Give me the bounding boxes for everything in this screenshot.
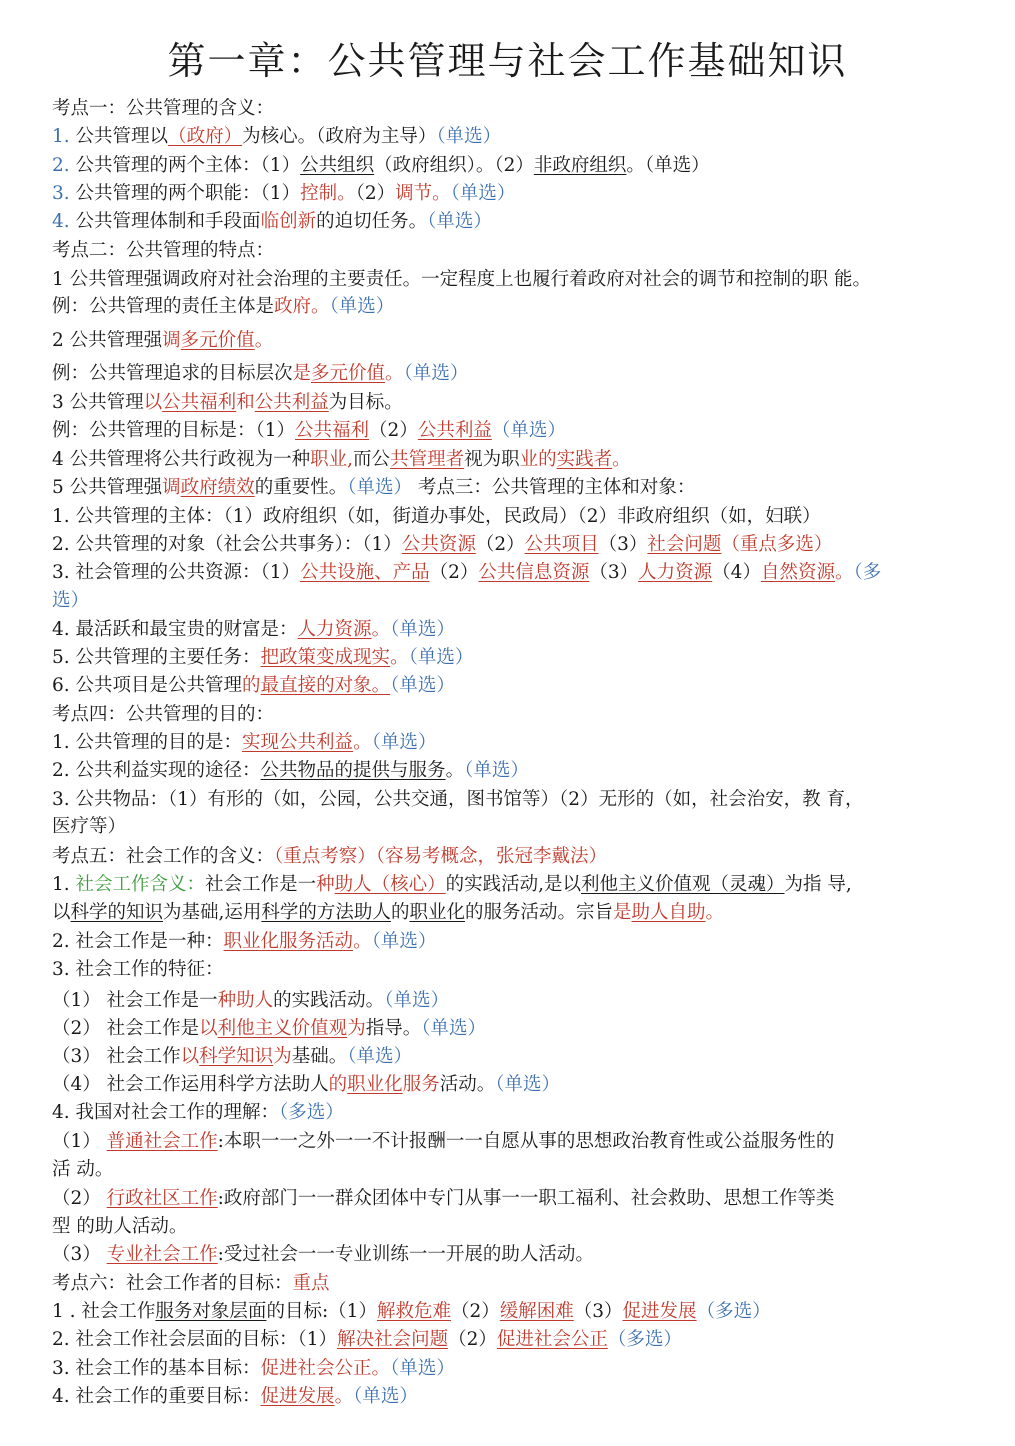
text-segment: 为目标。	[328, 392, 403, 413]
text-segment: （单选）	[371, 732, 437, 753]
text-line	[52, 1186, 834, 1212]
text-segment: 为基础,运用	[163, 902, 262, 923]
text-segment: 政府绩效	[180, 477, 255, 498]
text-segment: 3.	[52, 183, 76, 204]
text-segment: 考点六：社会工作者的目标：	[52, 1273, 293, 1294]
text-segment: 例：公共管理的目标是：（1）	[52, 420, 296, 441]
text-segment: （单选）	[427, 211, 492, 232]
text-segment: 考点五：社会工作的含义：	[52, 846, 275, 867]
text-segment: 1.	[52, 874, 76, 895]
text-line	[52, 1384, 418, 1410]
text-segment: 1. 公共管理的目的是：	[52, 732, 243, 753]
text-segment: 行政社区工作	[106, 1188, 218, 1209]
text-segment: 调	[162, 477, 181, 498]
text-line	[52, 1072, 560, 1098]
text-segment: 例：公共管理的责任主体是	[52, 296, 275, 317]
text-segment: （2）	[450, 1301, 500, 1322]
text-segment: 而公	[353, 449, 391, 470]
text-segment: 公共利益	[417, 420, 492, 441]
text-segment: 是	[612, 902, 632, 923]
text-line	[52, 1356, 455, 1382]
text-segment: 。	[254, 330, 274, 351]
text-segment: （单选）	[403, 363, 469, 384]
text-line	[52, 844, 607, 870]
text-segment: 调节。	[395, 183, 451, 204]
text-segment: 普通社会工作	[106, 1131, 218, 1152]
text-line	[52, 238, 274, 264]
text-segment: :本职一一之外一一不计报酬一一自愿从事的思想政治教育性或公益服务性的	[217, 1131, 835, 1152]
text-segment: （单选）	[384, 990, 449, 1011]
text-segment: 以	[52, 902, 71, 923]
text-segment: 公共设施、产品	[300, 562, 430, 583]
text-segment: （3）	[589, 562, 639, 583]
text-segment: 以	[180, 1046, 200, 1067]
text-segment: 利他主义价值观（灵魂）	[581, 874, 785, 895]
text-segment: 2.	[52, 155, 76, 176]
text-segment: 4.	[52, 211, 76, 232]
text-segment: 考点一：公共管理的含义：	[52, 98, 275, 119]
text-line	[52, 153, 710, 179]
text-segment: 的	[328, 1074, 348, 1095]
text-segment: 多元价值	[311, 363, 386, 384]
text-segment: 4. 最活跃和最宝贵的财富是：	[52, 619, 298, 640]
text-line	[52, 617, 455, 643]
text-segment: （4） 社会工作运用科学方法助人	[52, 1074, 329, 1095]
text-line	[52, 929, 436, 955]
text-segment: 5. 公共管理的主要任务：	[52, 647, 261, 668]
text-line	[52, 504, 821, 530]
text-segment: 的实践活动,是以	[445, 874, 581, 895]
text-segment: （单选）	[464, 760, 529, 781]
text-segment: 职业,	[310, 449, 354, 470]
text-segment: （重点多选）	[721, 534, 833, 555]
text-segment: 是	[292, 363, 312, 384]
text-segment: 。	[390, 647, 409, 668]
text-segment: 考点四：公共管理的目的：	[52, 704, 275, 725]
text-segment: 职业化	[347, 1074, 403, 1095]
text-segment: 调	[162, 330, 181, 351]
text-segment: （单选）	[347, 1046, 412, 1067]
text-segment: 非政府组织	[533, 155, 627, 176]
text-segment: （单选）	[347, 477, 412, 498]
text-segment: （3）	[573, 1301, 623, 1322]
text-segment: 考点三：公共管理的主体和对象：	[411, 477, 696, 498]
text-segment: 的迫切任务。	[316, 211, 428, 232]
text-segment: 社会工作含义：	[75, 874, 206, 895]
text-segment: （3） 社会工作	[52, 1046, 181, 1067]
text-segment: 促进社会公正	[496, 1329, 608, 1350]
text-segment: （多选）	[279, 1102, 344, 1123]
text-segment: 。	[385, 363, 404, 384]
text-line	[52, 361, 468, 387]
text-segment: 3. 社会管理的公共资源：（1）	[52, 562, 301, 583]
text-segment: 公共管理的两个主体：（1）	[75, 155, 301, 176]
text-segment: （多选）	[607, 1329, 682, 1350]
text-segment: 3 公共管理	[52, 392, 144, 413]
text-line	[52, 673, 455, 699]
text-segment: 实践者	[556, 449, 613, 470]
text-line	[52, 1271, 330, 1297]
text-segment: 的目标:（1）	[266, 1301, 377, 1322]
text-segment: 4 公共管理将公共行政视为一种	[52, 449, 311, 470]
text-line	[52, 475, 695, 501]
text-segment: 。	[353, 931, 372, 952]
text-segment: （1）	[52, 1131, 107, 1152]
text-line	[52, 957, 224, 983]
text-segment: 2. 公共利益实现的途径：	[52, 760, 261, 781]
text-segment: 共管理者	[390, 449, 465, 470]
text-segment: 5 公共管理强	[52, 477, 163, 498]
text-line	[52, 1214, 187, 1240]
text-segment: （单选）	[408, 647, 474, 668]
text-segment: 2. 公共管理的对象（社会公共事务）：（1）	[52, 534, 402, 555]
text-line	[52, 447, 631, 473]
text-line	[52, 730, 436, 756]
text-segment: 人力资源	[297, 619, 372, 640]
text-segment: 和	[236, 392, 255, 413]
text-segment: 公共利益	[254, 392, 329, 413]
text-segment: 促进发展	[622, 1301, 697, 1322]
text-segment: （单选）	[450, 183, 516, 204]
text-line	[52, 209, 492, 235]
text-segment: 种	[316, 874, 335, 895]
text-segment: 。	[371, 619, 391, 640]
text-segment: 公共管理的两个职能：（1）	[75, 183, 301, 204]
text-segment: 控制。	[300, 183, 356, 204]
text-segment: 2 公共管理强	[52, 330, 163, 351]
text-segment: （3）	[52, 1244, 107, 1265]
text-line	[52, 814, 126, 840]
text-segment: 多元价值	[180, 330, 255, 351]
text-segment: 。	[334, 1386, 354, 1407]
text-segment: （单选）	[421, 1018, 486, 1039]
text-segment: :受过社会一一专业训练一一开展的助人活动。	[217, 1244, 594, 1265]
text-segment: 以	[199, 1018, 218, 1039]
text-segment: 2. 社会工作社会层面的目标：（1）	[52, 1329, 338, 1350]
text-line	[52, 124, 501, 150]
text-segment: 活动。	[439, 1074, 496, 1095]
text-segment: 3. 公共物品：（1）有形的（如，公园，公共交通，图书馆等）（2）无形的（如，社会治安，教 育，	[52, 789, 864, 810]
text-segment: :政府部门一一群众团体中专门从事一一职工福利、社会救助、思想工作等类	[217, 1188, 835, 1209]
text-line	[52, 418, 566, 444]
text-segment: 专业社会工作	[106, 1244, 218, 1265]
text-segment: 的	[242, 675, 261, 696]
text-line	[52, 267, 871, 293]
text-line	[52, 328, 273, 354]
text-segment: 职业化	[409, 902, 465, 923]
text-segment: 公共物品的提供与服务	[260, 760, 446, 781]
text-segment: 的	[390, 902, 410, 923]
text-segment: 为	[273, 1046, 292, 1067]
text-segment: 解救危难	[376, 1301, 451, 1322]
text-segment: 社会工作是一	[205, 874, 317, 895]
text-line	[52, 1157, 113, 1183]
text-segment: （4）	[712, 562, 761, 583]
text-segment: 为	[347, 1018, 366, 1039]
text-line	[52, 1242, 594, 1268]
text-segment: 1.	[52, 126, 76, 147]
text-segment: （单选）	[495, 1074, 560, 1095]
text-segment: （多	[853, 562, 882, 583]
text-segment: （单选）	[329, 296, 395, 317]
text-line	[52, 758, 529, 784]
text-segment: 科学的方法助人	[261, 902, 391, 923]
text-segment: （2）	[355, 183, 396, 204]
text-segment: 为指 导,	[784, 874, 852, 895]
text-segment: 助人（核心）	[334, 874, 446, 895]
text-segment: 。	[705, 902, 725, 923]
text-segment: 的重要性。	[254, 477, 348, 498]
text-segment: 活 动。	[52, 1159, 114, 1180]
text-segment: 基础。	[291, 1046, 348, 1067]
text-segment: 助人自助	[631, 902, 706, 923]
text-segment: 型 的助人活动。	[52, 1216, 188, 1237]
text-line	[52, 645, 473, 671]
text-segment: （2）	[429, 562, 479, 583]
text-segment: 的实践活动。	[273, 990, 385, 1011]
text-segment: 1 . 社会工作	[52, 1301, 156, 1322]
text-segment: 指导。	[365, 1018, 422, 1039]
text-segment: （单选）	[353, 1386, 418, 1407]
text-line	[52, 181, 515, 207]
text-line	[52, 702, 274, 728]
text-segment: 职业化服务活动	[223, 931, 354, 952]
text-segment: 的服务活动。宗旨	[464, 902, 613, 923]
text-line	[52, 560, 881, 586]
text-segment: （政府）	[168, 126, 243, 147]
text-line	[52, 988, 449, 1014]
text-segment: （单选）	[390, 619, 455, 640]
text-line	[52, 1016, 486, 1042]
text-segment: （单选）	[371, 931, 437, 952]
text-segment: 4. 我国对社会工作的理解：	[52, 1102, 280, 1123]
text-segment: 缓解困难	[499, 1301, 574, 1322]
text-segment: 3. 社会工作的基本目标：	[52, 1358, 261, 1379]
text-segment: 3. 社会工作的特征：	[52, 959, 224, 980]
text-segment: （重点考察）（容易考概念，张冠李戴法）	[274, 846, 608, 867]
text-segment: （单选）	[491, 420, 566, 441]
text-segment: 实现公共利益	[242, 732, 354, 753]
text-line	[52, 1299, 771, 1325]
text-line	[52, 787, 863, 813]
text-line	[52, 1327, 682, 1353]
text-segment: 公共管理体制和手段面	[75, 211, 261, 232]
text-segment: （多选）	[696, 1301, 771, 1322]
text-segment: 2. 社会工作是一种：	[52, 931, 224, 952]
text-segment: 服务	[402, 1074, 440, 1095]
text-segment: 临创新	[260, 211, 317, 232]
text-segment: 把政策变成现实	[260, 647, 391, 668]
text-line	[52, 532, 832, 558]
text-segment: （1） 社会工作是一	[52, 990, 218, 1011]
text-line	[52, 588, 89, 614]
text-segment: （2）	[369, 420, 418, 441]
text-segment: （单选）	[436, 126, 502, 147]
text-segment: 解决社会问题	[337, 1329, 449, 1350]
text-segment: 为核心。（政府为主导）	[242, 126, 437, 147]
text-segment: 以	[143, 392, 163, 413]
text-segment: 6. 公共项目是公共管理	[52, 675, 243, 696]
text-line	[52, 294, 394, 320]
text-segment: （2） 社会工作是	[52, 1018, 200, 1039]
text-segment: 公共福利	[162, 392, 237, 413]
text-segment: （2）	[52, 1188, 107, 1209]
text-segment: 种助人	[217, 990, 274, 1011]
text-segment: 4. 社会工作的重要目标：	[52, 1386, 261, 1407]
text-segment: 公共信息资源	[478, 562, 590, 583]
text-segment: 促进社会公正。	[260, 1358, 391, 1379]
text-segment: 公共管理以	[75, 126, 169, 147]
text-segment: 1. 公共管理的主体：（1）政府组织（如，街道办事处，民政局）（2）非政府组织（如，妇联）	[52, 506, 821, 527]
text-segment: 。	[445, 760, 465, 781]
text-segment: 医疗等）	[52, 816, 127, 837]
text-segment: （政府组织）。（2）	[374, 155, 534, 176]
text-segment: 业的	[519, 449, 557, 470]
text-segment: （单选）	[390, 675, 455, 696]
text-segment: 。（单选）	[626, 155, 710, 176]
text-segment: 。	[612, 449, 631, 470]
text-segment: 利他主义价值观	[217, 1018, 348, 1039]
text-segment: 政府。	[274, 296, 330, 317]
text-segment: 公共项目	[524, 534, 599, 555]
text-segment: 考点二：公共管理的特点：	[52, 240, 275, 261]
text-segment: （单选）	[390, 1358, 455, 1379]
text-segment: 公共福利	[295, 420, 370, 441]
text-segment: 公共组织	[300, 155, 375, 176]
text-segment: （2）	[448, 1329, 497, 1350]
text-segment: 1 公共管理强调政府对社会治理的主要责任。一定程度上也履行着政府对社会的调节和控制的职 能。	[52, 269, 872, 290]
text-segment: 。	[353, 732, 372, 753]
text-line	[52, 1044, 412, 1070]
text-segment: （2）	[475, 534, 525, 555]
text-segment: 视为职	[464, 449, 520, 470]
text-segment: 促进发展	[260, 1386, 335, 1407]
text-segment: 选）	[52, 590, 90, 611]
text-segment: 科学知识	[199, 1046, 274, 1067]
text-segment: （3）	[598, 534, 648, 555]
page-title: 第一章：公共管理与社会工作基础知识	[167, 39, 848, 83]
text-line	[52, 1100, 344, 1126]
text-line	[52, 1129, 834, 1155]
text-line	[52, 390, 403, 416]
text-segment: 自然资源	[760, 562, 835, 583]
text-segment: 重点	[292, 1273, 330, 1294]
text-segment: 服务对象层面	[155, 1301, 267, 1322]
text-segment: 社会问题	[647, 534, 722, 555]
text-segment: 科学的知识	[70, 902, 164, 923]
text-segment: 例：公共管理追求的目标层次	[52, 363, 293, 384]
text-line	[52, 900, 724, 926]
text-line	[52, 872, 852, 898]
text-line	[52, 96, 274, 122]
text-segment: 。	[834, 562, 854, 583]
text-segment: 公共资源	[401, 534, 476, 555]
text-segment: 人力资源	[638, 562, 713, 583]
text-segment: 最直接的对象。	[260, 675, 391, 696]
